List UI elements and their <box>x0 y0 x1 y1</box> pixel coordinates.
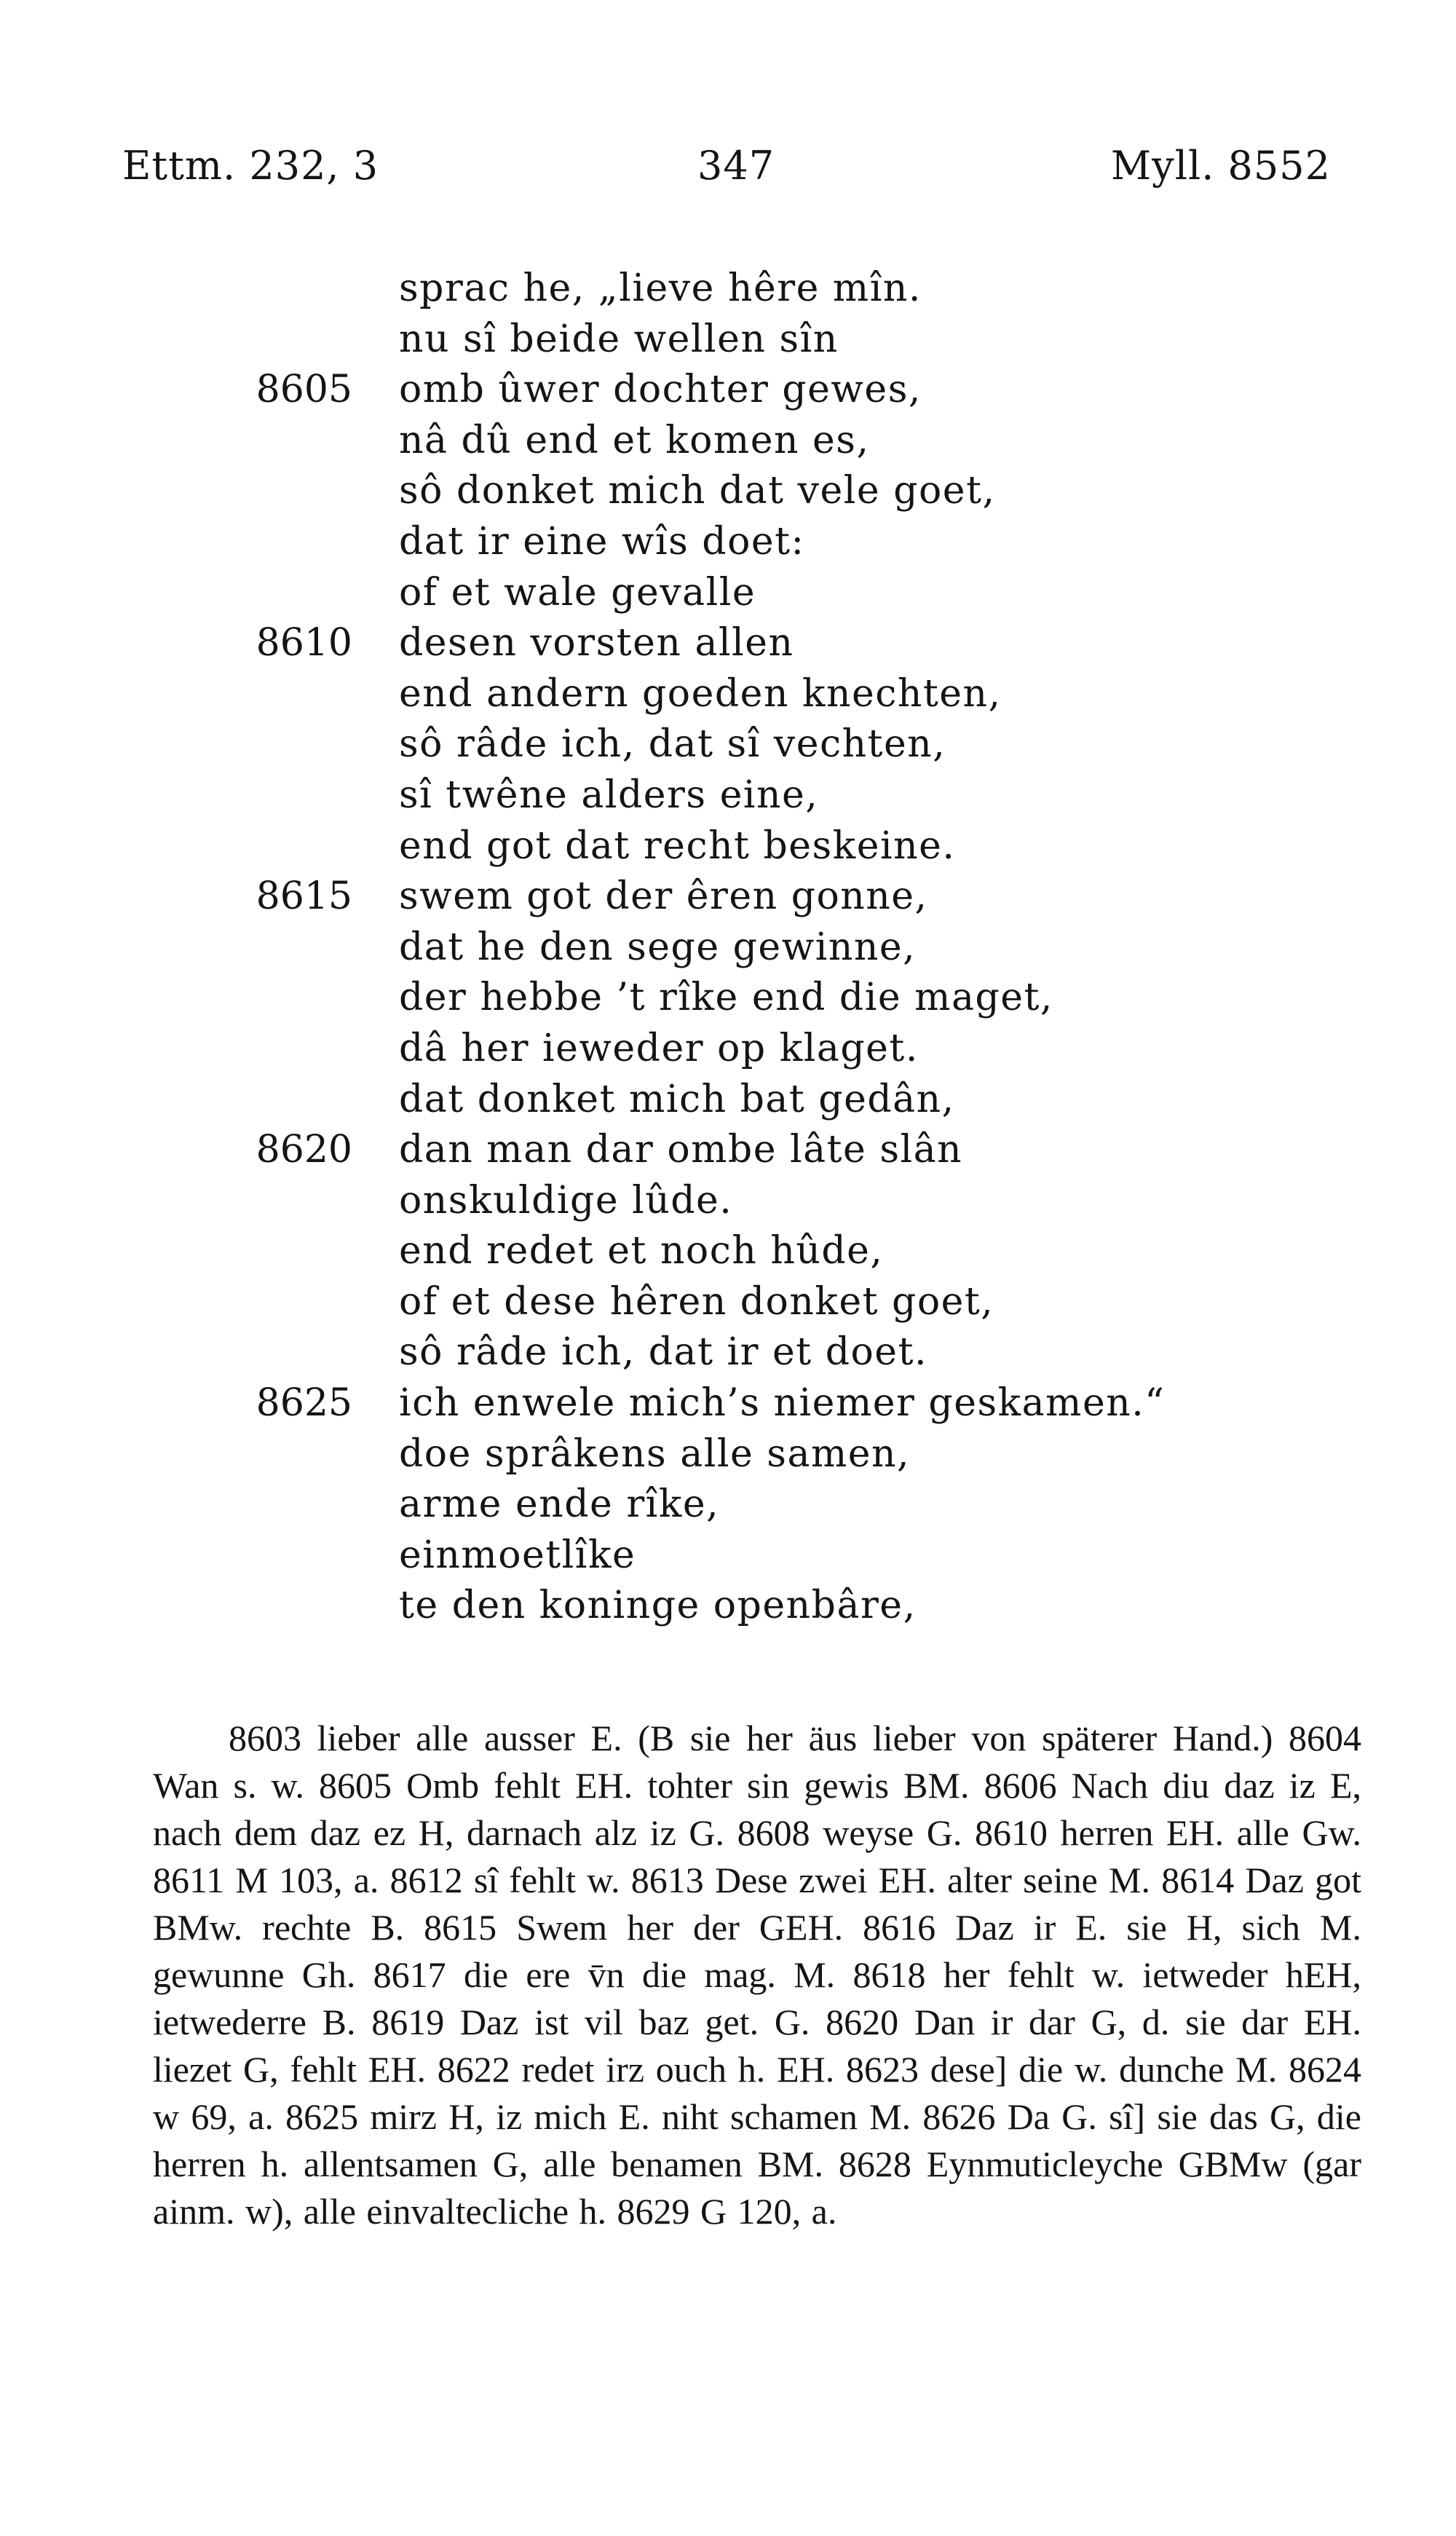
verse-line <box>0 1176 1456 1227</box>
verse-line <box>0 821 1456 872</box>
verse-line <box>0 1277 1456 1328</box>
verse-line <box>0 719 1456 770</box>
verse-text: omb ûwer dochter gewes, <box>399 368 922 412</box>
verse-line <box>0 315 1456 366</box>
verse-text: of et dese hêren donket goet, <box>399 1279 994 1324</box>
verse-line <box>0 1125 1456 1176</box>
verse-text: sprac he, „lieve hêre mîn. <box>399 266 922 310</box>
verse-text: desen vorsten allen <box>399 621 794 665</box>
verse-text: swem got der êren gonne, <box>399 874 928 919</box>
verse-text: nu sî beide wellen sîn <box>399 317 839 361</box>
verse-text: sô râde ich, dat sî vechten, <box>399 722 946 767</box>
verse-line <box>0 1581 1456 1632</box>
verse-text: nâ dû end et komen es, <box>399 418 870 462</box>
line-number: 8610 <box>256 621 352 665</box>
verse-line <box>0 1024 1456 1075</box>
verse-text: end got dat recht beskeine. <box>399 823 956 868</box>
line-number: 8620 <box>256 1128 352 1172</box>
verse-text: sî twêne alders eine, <box>399 773 819 817</box>
verse-text: dâ her ieweder op klaget. <box>399 1026 919 1070</box>
verse-line <box>0 1429 1456 1480</box>
running-head-left: Ettm. 232, 3 <box>122 143 379 189</box>
verse-line <box>0 669 1456 720</box>
verse-line <box>0 1226 1456 1277</box>
line-number: 8625 <box>256 1381 352 1426</box>
verse-line <box>0 923 1456 973</box>
verse-line <box>0 1327 1456 1378</box>
verse-text: dat donket mich bat gedân, <box>399 1077 955 1121</box>
verse-line <box>0 466 1456 517</box>
verse-text: end redet et noch hûde, <box>399 1229 884 1273</box>
page-header <box>122 143 1331 201</box>
verse-line <box>0 365 1456 416</box>
verse-line <box>0 1480 1456 1530</box>
verse-text: der hebbe ’t rîke end die maget, <box>399 976 1053 1020</box>
verse-text: doe sprâkens alle samen, <box>399 1431 911 1476</box>
verse-text: einmoetlîke <box>399 1533 636 1577</box>
verse-line <box>0 872 1456 923</box>
running-head-right: Myll. 8552 <box>1110 143 1331 189</box>
verse-text: dat ir eine wîs doet: <box>399 519 805 564</box>
line-number: 8605 <box>256 368 352 412</box>
verse-line <box>0 618 1456 669</box>
verse-text: ich enwele mich’s niemer geskamen.“ <box>399 1381 1166 1426</box>
verse-line <box>0 264 1456 315</box>
footnotes-apparatus: 8603 lieber alle ausser E. (B sie her äus lieber von späterer Hand.) 8604 Wan s. w. 8605 Omb fehlt EH. tohter sin gewis BM. 8606 Nach diu daz iz E, nach dem daz ez H, darnach alz iz G. 8608 weyse G. 8610 herren EH. alle Gw. 8611 M 103, a. 8612 sî fehlt w. 8613 Dese zwei EH. alter seine M. 8614 Daz got BMw. rechte B. 8615 Swem her der GEH. 8616 Daz ir E. sie H, sich M. gewunne Gh. 8617 die ere v̄n die mag. M. 8618 her fehlt w. ietweder hEH, ietwederre B. 8619 Daz ist vil baz get. G. 8620 Dan ir dar G, d. sie dar EH. liezet G, fehlt EH. 8622 redet irz ouch h. EH. 8623 dese] die w. dunche M. 8624 w 69, a. 8625 mirz H, iz mich E. niht schamen M. 8626 Da G. sî] sie das G, die herren h. allentsamen G, alle benamen BM. 8628 Eynmuticleyche GBMw (gar ainm. w), alle einvaltecliche h. 8629 G 120, a. <box>153 1718 1361 2232</box>
verse-text: dat he den sege gewinne, <box>399 925 917 969</box>
verse-line <box>0 1378 1456 1429</box>
verse-text: end andern goeden knechten, <box>399 671 1002 716</box>
verse-text: arme ende rîke, <box>399 1482 720 1527</box>
verse-text: sô donket mich dat vele goet, <box>399 469 996 513</box>
verse-line <box>0 416 1456 467</box>
verse-text: onskuldige lûde. <box>399 1178 733 1222</box>
verse-line <box>0 1530 1456 1581</box>
verse-line <box>0 517 1456 568</box>
verse-line <box>0 973 1456 1024</box>
line-number: 8615 <box>256 874 352 919</box>
verse-text: dan man dar ombe lâte slân <box>399 1128 963 1172</box>
verse-line <box>0 568 1456 619</box>
verse-block <box>0 264 1456 1632</box>
verse-text: sô râde ich, dat ir et doet. <box>399 1330 927 1375</box>
page-number: 347 <box>697 143 775 189</box>
verse-text: te den koninge openbâre, <box>399 1584 917 1628</box>
verse-text: of et wale gevalle <box>399 570 756 615</box>
verse-line <box>0 770 1456 821</box>
verse-line <box>0 1075 1456 1126</box>
